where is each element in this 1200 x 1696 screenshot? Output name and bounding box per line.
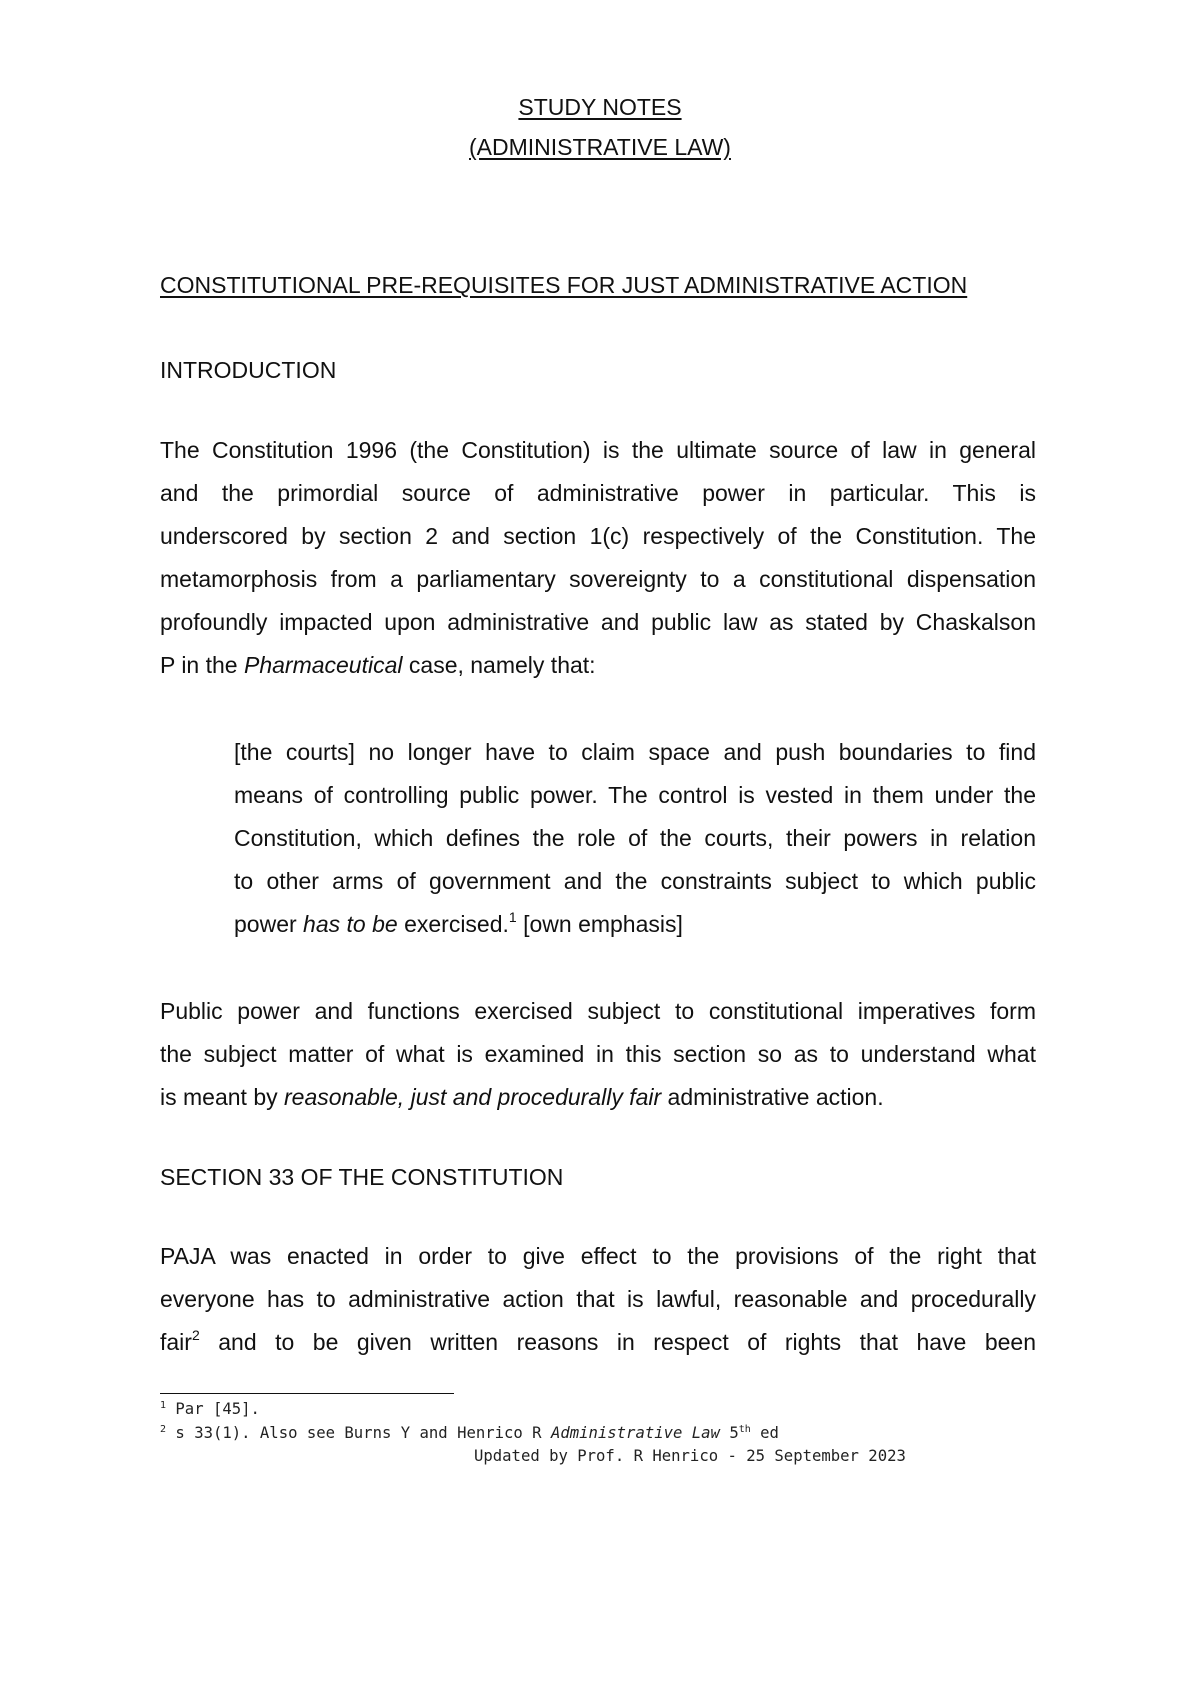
footnote-text: 5 — [719, 1424, 739, 1442]
text-line: metamorphosis from a parliamentary sovereignty to a constitutional dispensation — [160, 565, 1036, 592]
document-subtitle: (ADMINISTRATIVE LAW) — [469, 134, 731, 160]
case-name: Pharmaceutical — [243, 651, 403, 678]
footnote-number: 1 — [160, 1400, 167, 1411]
text-run: P in the — [160, 651, 244, 678]
quote-line: to other arms of government and the constraints subject to which public — [234, 868, 1036, 894]
quote-line: Constitution, which defines the role of the courts, their powers in relation — [234, 825, 1036, 851]
text-run: and to be given written reasons in respect of rights that have been — [199, 1328, 1036, 1355]
text-run: [own emphasis] — [516, 911, 683, 937]
text-run: administrative action. — [661, 1083, 884, 1110]
block-quote — [234, 731, 1036, 946]
text-run: is meant by — [160, 1083, 284, 1110]
footnote-1 — [160, 1400, 260, 1418]
footnote-text: s 33(1). Also see Burns Y and Henrico R — [166, 1424, 551, 1442]
introduction-paragraph-1 — [160, 429, 1036, 686]
footnote-text: ed — [750, 1424, 779, 1442]
text-run: exercised. — [397, 911, 509, 937]
text-run: case, namely that: — [402, 651, 596, 678]
footnote-separator — [160, 1393, 454, 1394]
quote-line: [the courts] no longer have to claim space and push boundaries to find — [234, 739, 1036, 765]
introduction-heading: INTRODUCTION — [160, 357, 337, 383]
footnote-text: Par [45]. — [166, 1400, 260, 1418]
emphasis-text: has to be — [303, 911, 398, 937]
text-line: profoundly impacted upon administrative and public law as stated by Chaskalson — [160, 608, 1036, 635]
text-line — [160, 1321, 1036, 1364]
footnote-number: 2 — [160, 1424, 167, 1435]
text-line: PAJA was enacted in order to give effect to the provisions of the right that — [160, 1243, 1036, 1269]
book-title: Administrative Law — [550, 1424, 720, 1442]
text-line: the subject matter of what is examined in this section so as to understand what — [160, 1040, 1036, 1067]
footnote-ref-1: 1 — [508, 909, 517, 925]
page-footer: Updated by Prof. R Henrico - 25 September 2023 — [474, 1447, 906, 1465]
footnote-2 — [160, 1424, 779, 1442]
text-line: everyone has to administrative action that is lawful, reasonable and procedurally — [160, 1285, 1036, 1312]
text-line: Public power and functions exercised subject to constitutional imperatives form — [160, 998, 1036, 1024]
text-line — [160, 644, 1036, 687]
section-33-heading: SECTION 33 OF THE CONSTITUTION — [160, 1164, 564, 1190]
section-heading: CONSTITUTIONAL PRE-REQUISITES FOR JUST ADMINISTRATIVE ACTION — [160, 272, 968, 298]
quote-line — [234, 903, 1036, 946]
introduction-paragraph-2 — [160, 990, 1036, 1119]
text-line — [160, 1076, 1036, 1119]
text-run: power — [234, 911, 304, 937]
section-33-paragraph — [160, 1235, 1036, 1364]
text-line: underscored by section 2 and section 1(c) respectively of the Constitution. The — [160, 522, 1036, 549]
quote-line: means of controlling public power. The control is vested in them under the — [234, 782, 1036, 808]
text-line: The Constitution 1996 (the Constitution) is the ultimate source of law in general — [160, 437, 1036, 463]
document-title: STUDY NOTES — [518, 94, 682, 120]
text-line: and the primordial source of administrative power in particular. This is — [160, 479, 1036, 506]
footnote-ref-2: 2 — [191, 1326, 200, 1343]
ordinal-suffix: th — [738, 1424, 751, 1435]
text-run: fair — [160, 1328, 192, 1355]
emphasis-text: reasonable, just and procedurally fair — [284, 1083, 662, 1110]
